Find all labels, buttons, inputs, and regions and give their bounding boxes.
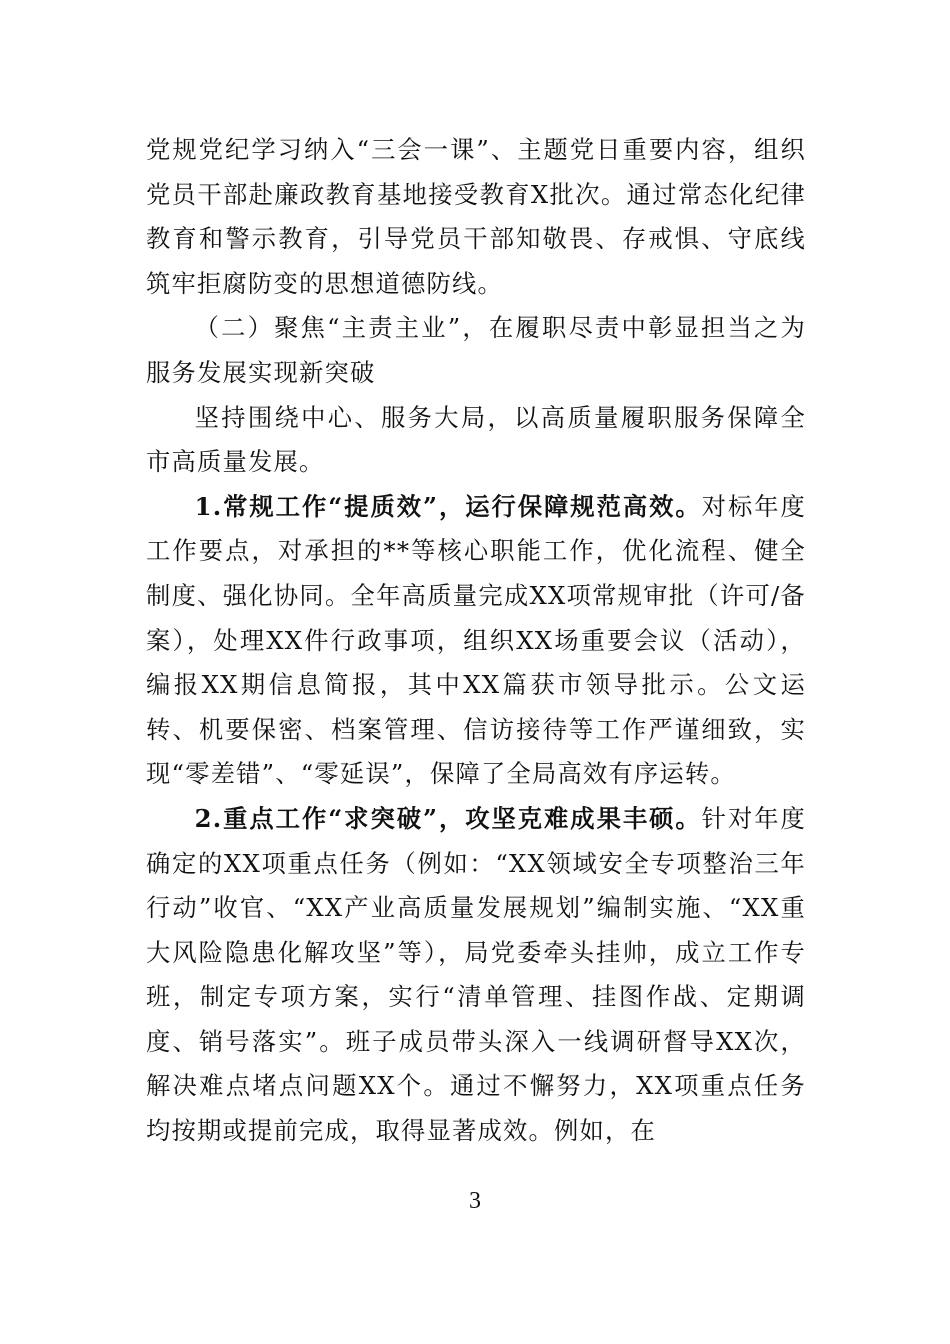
paragraph-text: 坚持围绕中心、服务大局，以高质量履职服务保障全市高质量发展。 — [146, 402, 806, 477]
document-body — [146, 128, 806, 1154]
paragraph-intro — [146, 396, 806, 485]
item-2-text: 针对年度确定的XX项重点任务（例如：“XX领域安全专项整治三年行动”收官、“XX产业高质量发展规划”编制实施、“XX重大风险隐患化解攻坚”等），局党委牵头挂帅，成立工作专班，制定专项方案，实行“清单管理、挂图作战、定期调度、销号落实”。班子成员带头深入一线调研督导XX次，解决难点堵点问题XX个。通过不懈努力，XX项重点任务均按期或提前完成，取得显著成效。例如，在 — [146, 803, 806, 1146]
paragraph-text: 党规党纪学习纳入“三会一课”、主题党日重要内容，组织党员干部赴廉政教育基地接受教育X批次。通过常态化纪律教育和警示教育，引导党员干部知敬畏、存戒惧、守底线筑牢拒腐防变的思想道德防线。 — [146, 135, 806, 298]
item-2-lead: 2.重点工作“求突破”，攻坚克难成果丰硕。 — [194, 803, 702, 833]
page-number: 3 — [469, 1188, 481, 1214]
item-1-text: 对标年度工作要点，对承担的**等核心职能工作，优化流程、健全制度、强化协同。全年高质量完成XX项常规审批（许可/备案），处理XX件行政事项，组织XX场重要会议（活动），编报XX期信息简报，其中XX篇获市领导批示。公文运转、机要保密、档案管理、信访接待等工作严谨细致，实现“零差错”、“零延误”，保障了全局高效有序运转。 — [146, 491, 806, 789]
paragraph-continuation — [146, 128, 806, 306]
paragraph-item-2 — [146, 797, 806, 1154]
section-heading-text: （二）聚焦“主责主业”，在履职尽责中彰显担当之为服务发展实现新突破 — [146, 313, 806, 387]
paragraph-item-1 — [146, 485, 806, 797]
item-1-lead: 1.常规工作“提质效”，运行保障规范高效。 — [194, 491, 702, 521]
section-heading — [146, 306, 806, 395]
